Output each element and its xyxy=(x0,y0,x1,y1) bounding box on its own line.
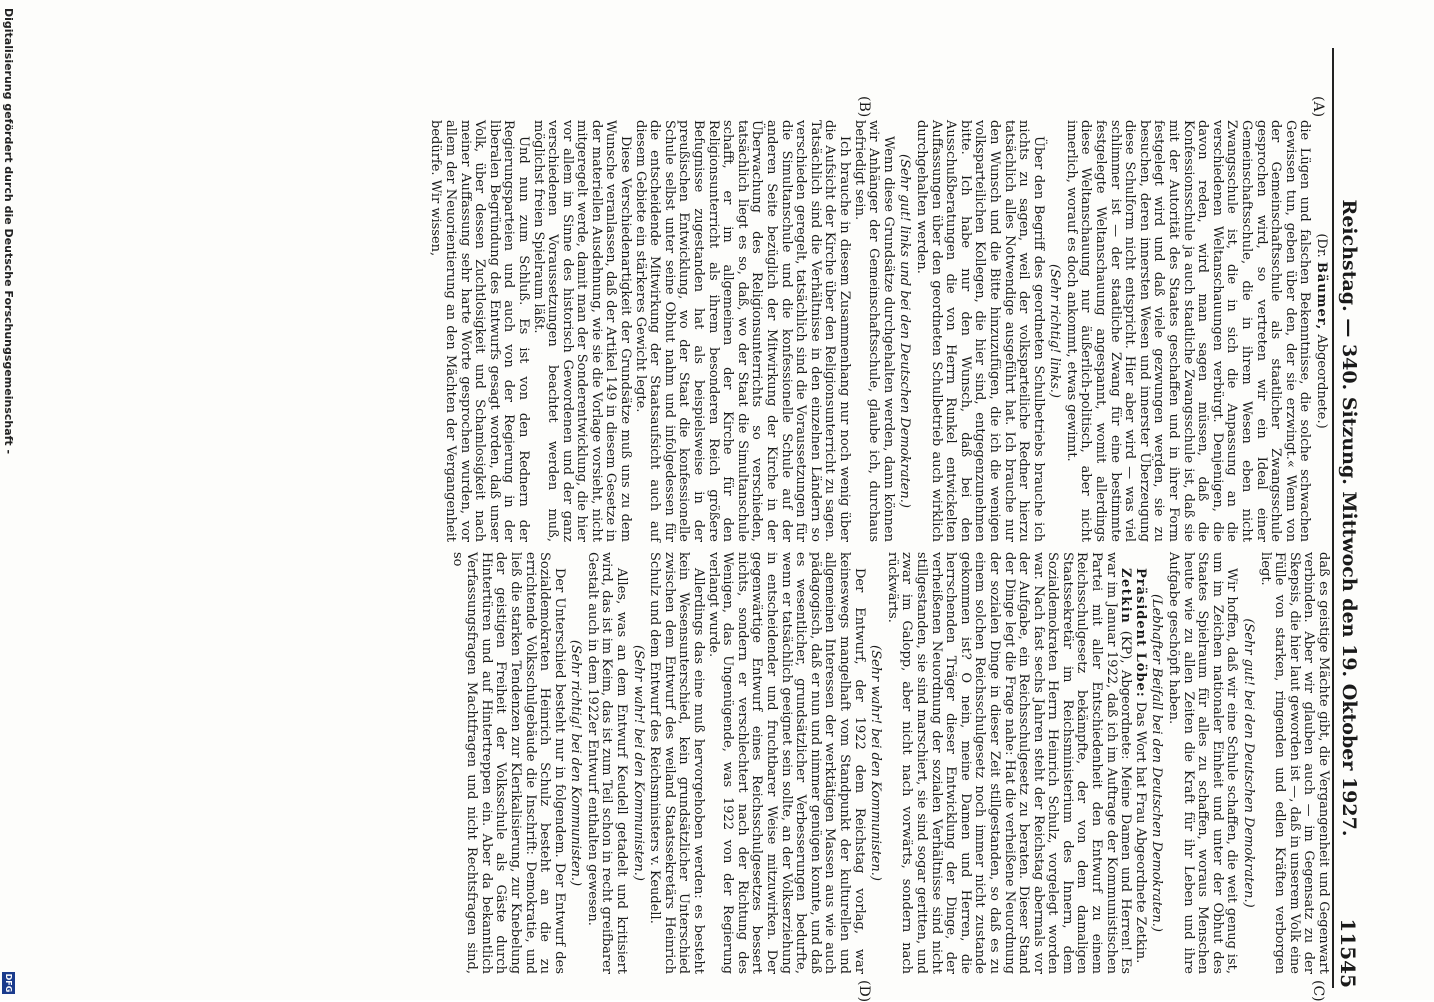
paragraph: Der Entwurf, der 1922 dem Reichstag vorlag, war keineswegs mangelhaft vom Standpunkt der kulturellen und allgemeinen Interessen der werktätigen Massen aus wie auch pädagogisch, daß er nun und nimmer genügen konnte, und daß es wesentlicher, grundsätzlicher Verbesserungen bedurfte, wenn er tatsächlich geeignet sein sollte, an der Volkserziehung in entscheidender und fruchtbarer Weise mitzuwirken. Der gegenwärtige Entwurf eines Reichsschulgesetzes bessert nichts, sondern er verschlechtert nach der Richtung des Wenigen, das Ungenügende, was 1922 von der Regierung verlangt wurde. xyxy=(705,552,867,974)
interjection: (Sehr gut! links und bei den Deutschen Demokraten.) xyxy=(897,154,913,508)
interjection: (Sehr gut! bei den Deutschen Demokraten.) xyxy=(1241,618,1257,908)
paragraph: Diese Verschiedenartigkeit der Grundsätze muß uns zu dem Wunsche veranlassen, daß der Artikel 149 in diesem Gesetze in der materiellen Ausdehnung, wie sie die Vorlage vorsieht, nicht mitgeregelt werde, damit man der Sonderentwicklung, die hier vor allem im Sinne des historisch Gewordenen und der ganz verschiedenen Voraussetzungen beachtet werden muß, möglichst freien Spielraum läßt. xyxy=(530,120,634,542)
paragraph: Wir hoffen, daß wir eine Schule schaffen, die weit genug ist, um im Zeichen nationaler Einheit und unter der Obhut des Staates Spielraum für alles zu schaffen, woraus Menschen heute wie zu allen Zeiten die Kraft für ihr Leben und ihre Aufgabe geschöpft haben. xyxy=(1166,552,1240,974)
digitization-footer xyxy=(0,0,16,1000)
margin-marker-d: (D) xyxy=(856,980,872,1002)
interjection: (Sehr wahr! bei den Kommunisten.) xyxy=(868,645,884,881)
interjection: (Sehr richtig! links.) xyxy=(1047,264,1063,398)
paragraph: Ich brauche in diesem Zusammenhang nur noch wenig über die Aufsicht der Kirche über den Religionsunterricht zu sagen. Tatsächlich sind die Verhältnisse in den einzelnen Ländern so verschieden geregelt, tatsächlich sind die Voraussetzungen für die Simultanschule und die konfessionelle Schule auf der anderen Seite bezüglich der Mitwirkung der Kirche in der Überwachung des Religionsunterrichts so verschieden, tatsächlich liegt es so, daß, wo der Staat die Simultanschule schafft, er im allgemeinen der Kirche für den Religionsunterricht als ihrem besonderen Reich größere Befugnisse zugestanden hat als beispielsweise in der preußischen Entwicklung, wo der Staat die konfessionelle Schule selbst unter seine Obhut nahm und infolgedessen für die entscheidende Mitwirkung der Staatsaufsicht auch auf diesem Gebiete ein stärkeres Gewicht legte. xyxy=(632,120,852,542)
paragraph: Über den Begriff des geordneten Schulbetriebs brauche ich nichts zu sagen, weil der volksparteiliche Redner hierzu tatsächlich alles Notwendige ausgeführt hat. Ich brauche nur den Wunsch und die Bitte hinzuzufügen, die ich die wenigen volksparteilichen Kollegen, die hier sind, entgegenzunehmen bitte. Ich habe nur den Wunsch, daß bei den Ausschußberatungen die von Herrn Runkel entwickelten Auffassungen über den geordneten Schulbetrieb auch wirklich durchgehalten werden. xyxy=(913,120,1046,542)
left-column xyxy=(428,120,1330,542)
speaker-prefix: (Dr. xyxy=(1314,233,1329,258)
speaker-name: Bäumer, xyxy=(1314,261,1329,331)
paragraph: Wenn diese Grundsätze durchgehalten werden, dann können wir Anhänger der Gemeinschaftsschule, glaube ich, durchaus befriedigt sein. xyxy=(851,120,896,542)
paragraph: daß es geistige Mächte gibt, die Vergangenheit und Gegenwart verbinden. Aber wir glauben auch — im Gegensatz zu der Skepsis, die hier laut geworden ist —, daß in unserem Volk eine Fülle von starken, ringenden und edlen Kräften verborgen liegt. xyxy=(1257,552,1331,974)
paragraph: Allerdings das eine muß hervorgehoben werden: es besteht kein Wesensunterschied, kein grundsätzlicher Unterschied zwischen dem Entwurf des weiland Staatssekretärs Heinrich Schulz und dem Entwurf des Reichsministers v. Keudell. xyxy=(647,552,707,974)
speaker-suffix: Abgeordnete.) xyxy=(1314,334,1329,429)
paragraph: Und nun zum Schluß. Es ist von den Rednern der Regierungsparteien und auch von der Regierung in der liberalen Begründung des Entwurfs gesagt worden, daß unser Volk, über dessen Zuchtlosigkeit und Schamlosigkeit nach meiner Auffassung sehr harte Worte gesprochen wurden, vor allem der Neuorientierung an den Mächten der Vergangenheit bedürfe. Wir wissen, xyxy=(428,120,531,542)
interjection: (Sehr wahr! bei den Kommunisten.) xyxy=(630,645,646,881)
header-title: Reichstag. — 340. Sitzung. Mittwoch den 19. Oktober 1927. xyxy=(1338,199,1360,837)
interjection: (Sehr richtig! bei den Kommunisten.) xyxy=(568,639,584,887)
dfg-logo-icon: DFG xyxy=(4,973,13,993)
speaker-line xyxy=(1313,120,1328,542)
speaker-text: (KP), Abgeordnete: Meine Damen und Herren! Es war im Januar 1922, daß ich im Auftrage der Kommunistischen Partei mit aller Entschiedenheit den Entwurf zu einem Reichsschulgesetz bekämpfte, der von dem damaligen Staatssekretär im Reichsministerium des Innern, dem Sozialdemokraten Herrn Heinrich Schulz, vorgelegt worden war. Nach fast sechs Jahren steht der Reichstag abermals vor der Aufgabe, ein Reichsschulgesetz zu beraten. Dieser Stand der Dinge legt die Frage nahe: Hat die verheißene Neuordnung der sozialen Dinge in dieser Zeit stillgestanden, so daß es zu einem solchen Reichsschulgesetz noch immer nicht zustande gekommen ist? O nein, meine Damen und Herren, die herrschenden Träger dieser Entwicklung der Dinge, der verheißenen Neuordnung der sozialen Verhältnisse sind nicht stillgestanden, sie sind marschiert, sie sind sogar geritten, und zwar im Galopp, aber nicht nach vorwärts, sondern nach rückwärts. xyxy=(884,552,1134,974)
speaker-paragraph xyxy=(884,552,1132,974)
paragraph: Der Unterschied besteht nur in folgendem. Der Entwurf des Sozialdemokraten Heinrich Schulz besteht an die zu errichtende Volksschulgebäude die Inschrift: Demokratie, und ließ die starken Tendenzen zur Klerikalisierung, zur Knebelung der geistigen Freiheit der Volksschule als Gäste durch Hintertüren und auf Hintertreppen ein. Aber da bekanntlich Verfassungsfragen Machtfragen und nicht Rechtsfragen sind, so xyxy=(449,552,567,974)
page-number: 11545 xyxy=(1336,918,1360,988)
margin-marker-a: (A) xyxy=(1310,96,1326,118)
page-header xyxy=(1332,48,1360,988)
paragraph: Alles, was an dem Entwurf Keudell getadelt und kritisiert wird, das ist im Keim, das ist zum Teil schon in recht greifbarer Gestalt auch in dem 1922er Entwurf enthalten gewesen. xyxy=(584,552,630,974)
margin-marker-c: (C) xyxy=(1310,980,1326,1002)
paragraph: die Lügen und falschen Bekenntnisse, die solche schwachen Gewissen tun, geben über den, der sie erzwingt.« Wenn von der Gemeinschaftsschule als staatlicher Zwangsschule gesprochen wird, so vertreten wir ein Ideal einer Gemeinschaftsschule, die in ihrem Wesen eben nicht Zwangsschule ist, die in sich die Anpassung an die verschiedenen Weltanschauungen verbürgt. Denjenigen, die davon reden, wird man sagen müssen, daß die Konfessionsschule ja auch staatliche Zwangsschule ist, daß sie mit der Autorität des Staates geschaffen und in ihrer Form festgelegt wird und daß viele gezwungen werden, sie zu besuchen, deren innersten Wesen und innerster Überzeugung diese Schulform nicht entspricht. Hier aber wird — was viel schlimmer ist — der staatliche Zwang für eine bestimmte festgelegte Weltanschauung angespannt, womit allerdings diese Weltanschauung nur äußerlich-politisch, aber nicht innerlich, worauf es doch ankommt, etwas gewinnt. xyxy=(1063,120,1313,542)
speaker-name: Zetkin xyxy=(1118,568,1134,625)
speaker-text: Das Wort hat Frau Abgeordnete Zetkin. xyxy=(1132,701,1148,964)
right-column xyxy=(449,552,1330,974)
margin-marker-b: (B) xyxy=(856,96,872,118)
speaker-name: Präsident Löbe: xyxy=(1132,568,1148,698)
footer-credit: Digitalisierung gefördert durch die Deutsche Forschungsgemeinschaft - xyxy=(2,8,15,455)
speaker-paragraph xyxy=(1132,552,1147,974)
interjection: (Lebhafter Beifall bei den Deutschen Demokraten.) xyxy=(1149,594,1165,932)
